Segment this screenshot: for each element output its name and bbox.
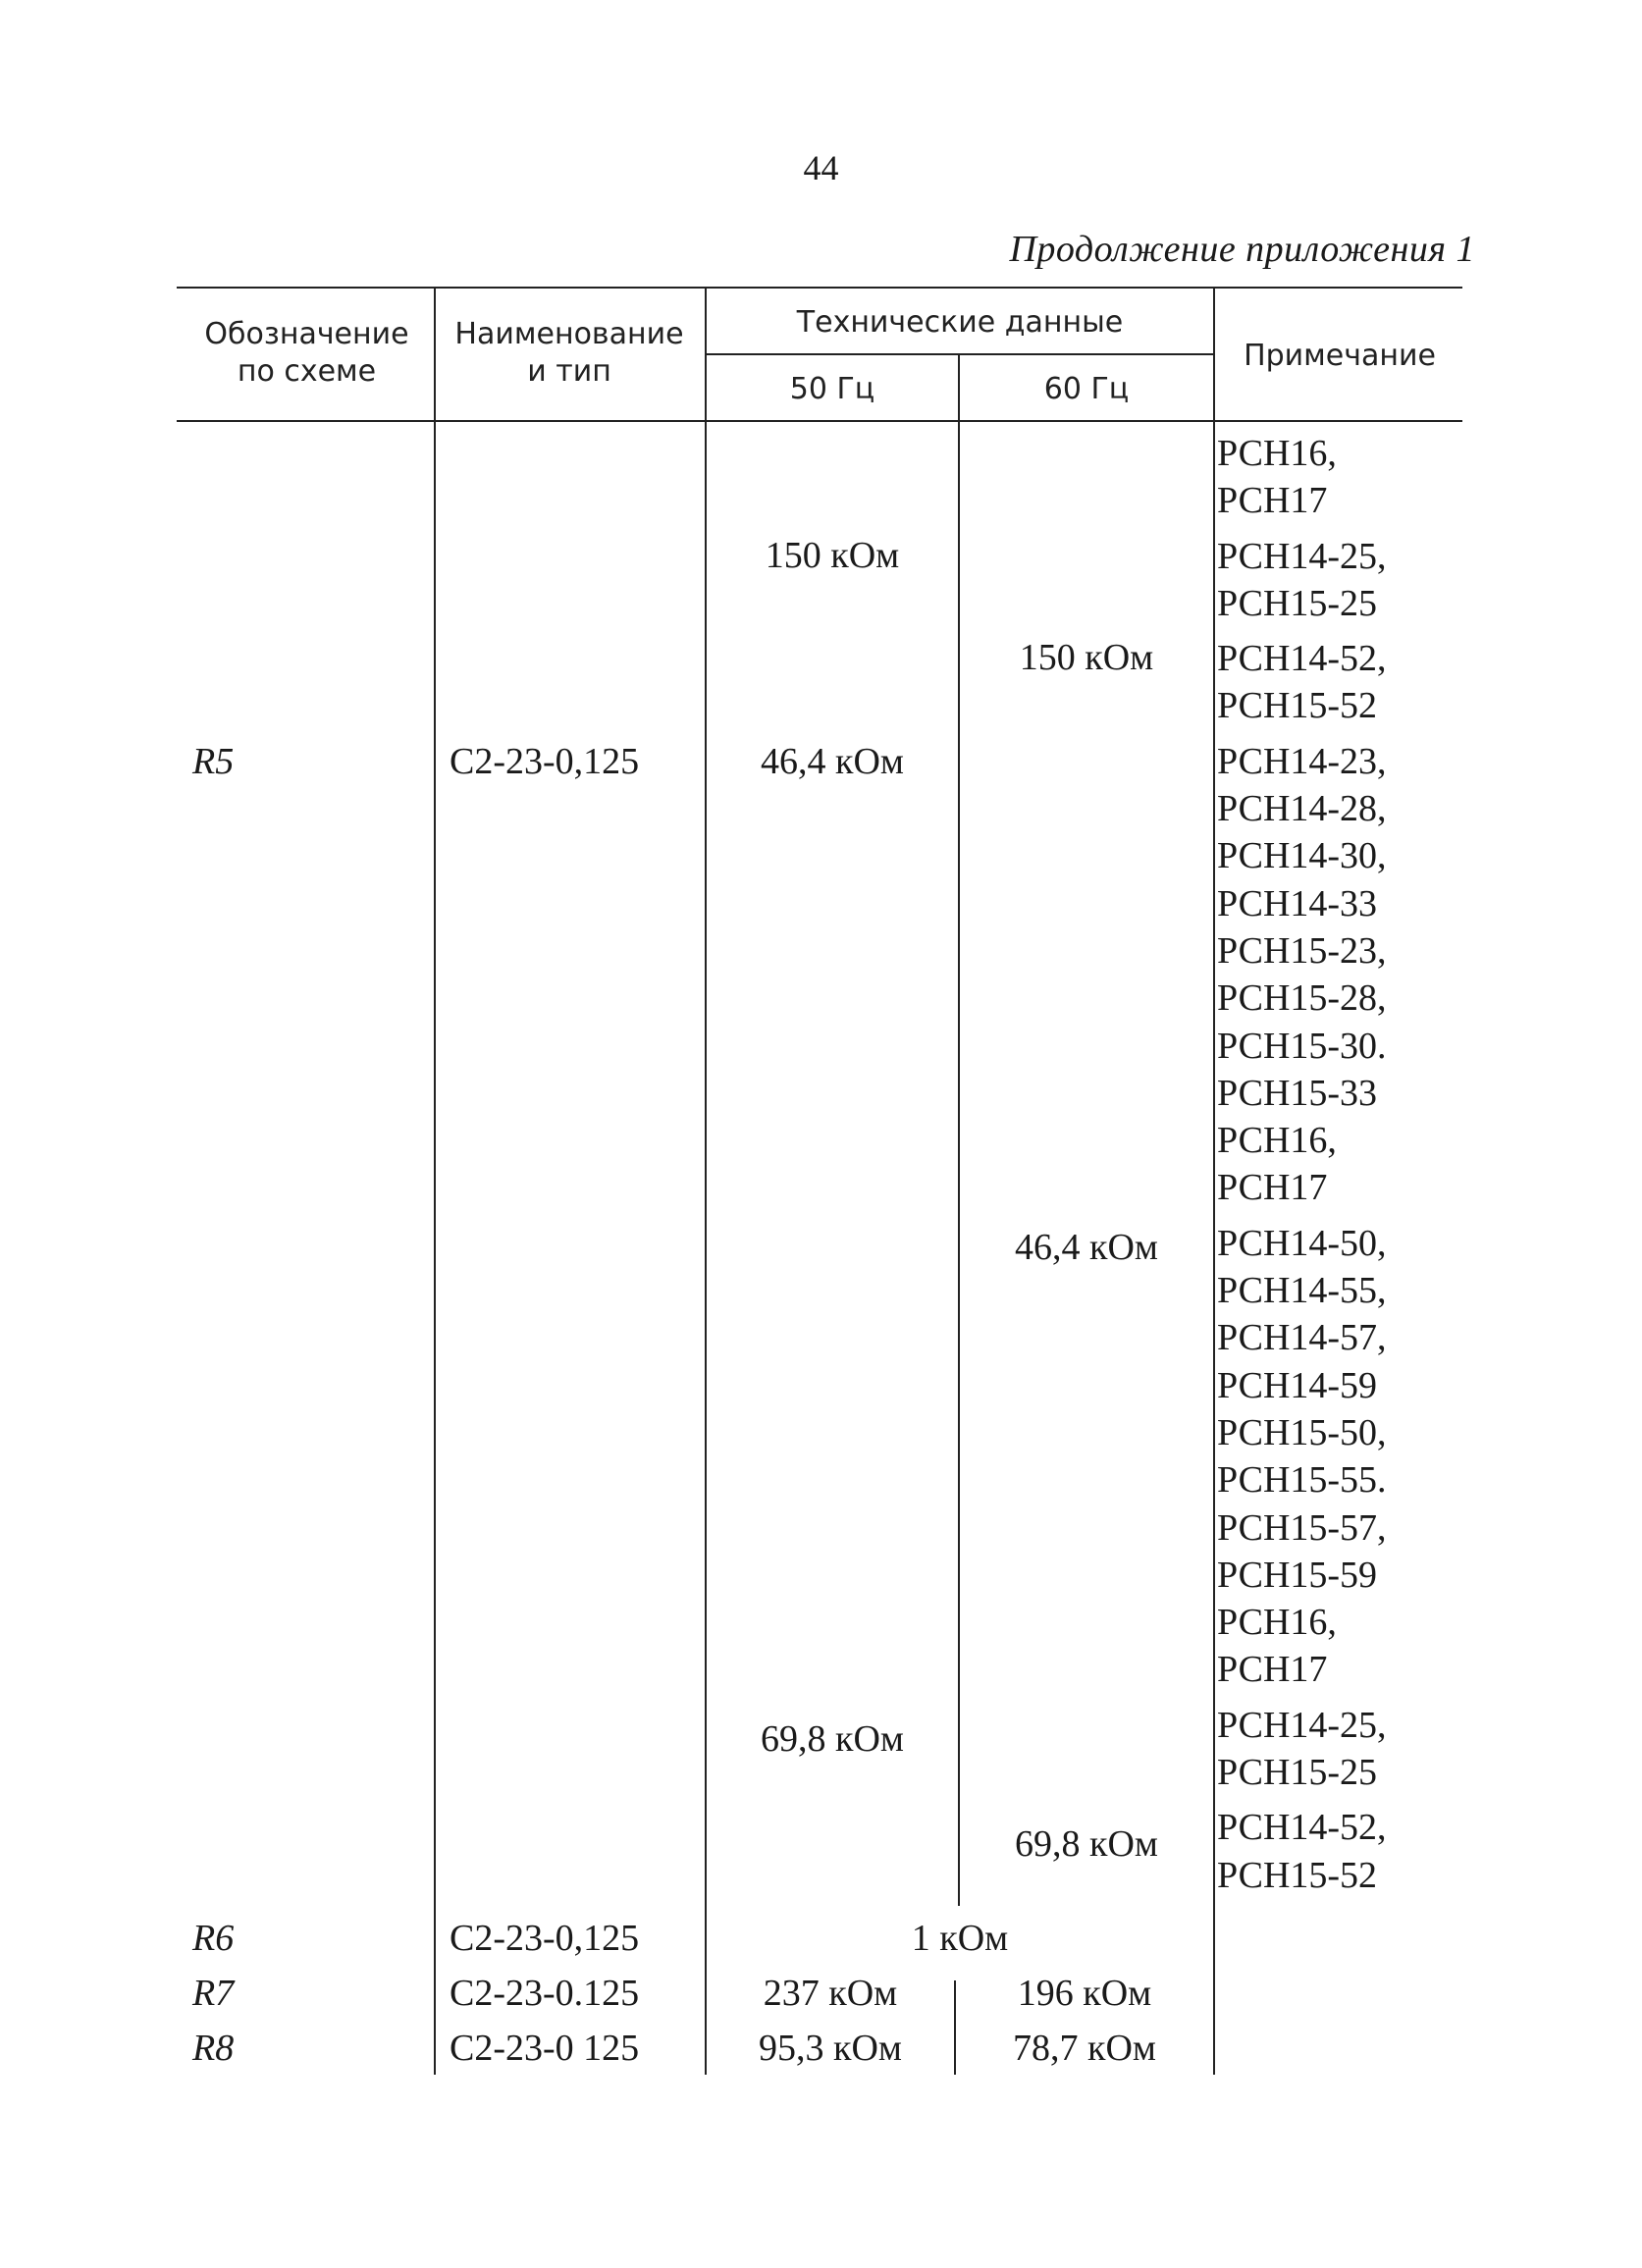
r7-name-type: С2-23-0.125 <box>450 1973 640 2014</box>
r5-150-60hz: 150 кОм <box>1019 637 1154 678</box>
note-item: РСН14-52, <box>1217 1807 1387 1849</box>
note-item: РСН15-52 <box>1217 1854 1378 1896</box>
r5-46-50hz: 46,4 кОм <box>761 741 904 782</box>
note-item: РСН15-52 <box>1217 685 1378 727</box>
note-item: РСН14-50, <box>1217 1222 1387 1264</box>
note-item: РСН15-59 <box>1217 1554 1378 1596</box>
note-item: РСН17 <box>1217 1167 1328 1209</box>
note-item: РСН15-57, <box>1217 1506 1387 1549</box>
note-item: РСН15-33 <box>1217 1072 1378 1114</box>
continuation-title: Продолжение приложения 1 <box>1009 229 1475 270</box>
col-divider-3 <box>958 353 960 1906</box>
r6-value: 1 кОм <box>911 1918 1009 1959</box>
r5-name-type: С2-23-0,125 <box>450 741 640 782</box>
note-item: РСН16, <box>1217 1120 1337 1162</box>
note-item: РСН14-57, <box>1217 1317 1387 1359</box>
r5-69-50hz: 69,8 кОм <box>761 1718 904 1760</box>
header-designation: Обозначение по схеме <box>204 317 409 389</box>
note-item: РСН14-59 <box>1217 1364 1378 1406</box>
note-item: РСН15-23, <box>1217 929 1387 972</box>
col-divider-1 <box>434 287 436 2075</box>
note-item: РСН16, <box>1217 1602 1337 1644</box>
note-item: РСН14-30, <box>1217 835 1387 877</box>
note-item: РСН14-23, <box>1217 740 1387 782</box>
r6-designation: R6 <box>192 1918 235 1959</box>
header-tech-data: Технические данные <box>796 305 1124 340</box>
header-60hz: 60 Гц <box>1043 372 1130 406</box>
r6-name-type: С2-23-0,125 <box>450 1918 640 1959</box>
note-item: РСН15-55. <box>1217 1459 1387 1502</box>
r7-50hz: 237 кОм <box>763 1973 898 2014</box>
header-note: Примечание <box>1244 339 1436 373</box>
r5-69-60hz: 69,8 кОм <box>1015 1823 1158 1865</box>
notes-column <box>1217 430 1387 1899</box>
tech-data-subrule <box>705 353 1215 355</box>
note-item: РСН15-50, <box>1217 1411 1387 1453</box>
note-item: РСН14-33 <box>1217 882 1378 924</box>
r8-designation: R8 <box>192 2028 235 2069</box>
table-top-rule <box>177 287 1462 289</box>
note-item: РСН15-25 <box>1217 582 1378 624</box>
col-divider-4 <box>1213 287 1215 2075</box>
note-item: РСН17 <box>1217 480 1328 522</box>
r8-50hz: 95,3 кОм <box>759 2028 902 2069</box>
r8-name-type: С2-23-0 125 <box>450 2028 640 2069</box>
note-item: РСН14-52, <box>1217 638 1387 680</box>
note-item: РСН16, <box>1217 433 1337 474</box>
r8-60hz: 78,7 кОм <box>1013 2028 1156 2069</box>
note-item: РСН14-28, <box>1217 788 1387 830</box>
note-item: РСН14-25, <box>1217 535 1387 577</box>
note-item: РСН15-28, <box>1217 977 1387 1020</box>
note-item: РСН14-55, <box>1217 1270 1387 1312</box>
r7-60hz: 196 кОм <box>1017 1973 1152 2014</box>
note-item: РСН14-25, <box>1217 1704 1387 1746</box>
header-bottom-rule <box>177 420 1462 422</box>
header-50hz: 50 Гц <box>789 372 875 406</box>
note-item: РСН17 <box>1217 1649 1328 1691</box>
r5-150-50hz: 150 кОм <box>765 535 900 576</box>
note-item: РСН15-30. <box>1217 1025 1387 1067</box>
note-item: РСН15-25 <box>1217 1752 1378 1794</box>
r5-designation: R5 <box>192 741 235 782</box>
header-name-type: Наименование и тип <box>454 317 684 389</box>
page-number: 44 <box>803 148 839 187</box>
r5-46-60hz: 46,4 кОм <box>1015 1227 1158 1268</box>
r7-designation: R7 <box>192 1973 235 2014</box>
